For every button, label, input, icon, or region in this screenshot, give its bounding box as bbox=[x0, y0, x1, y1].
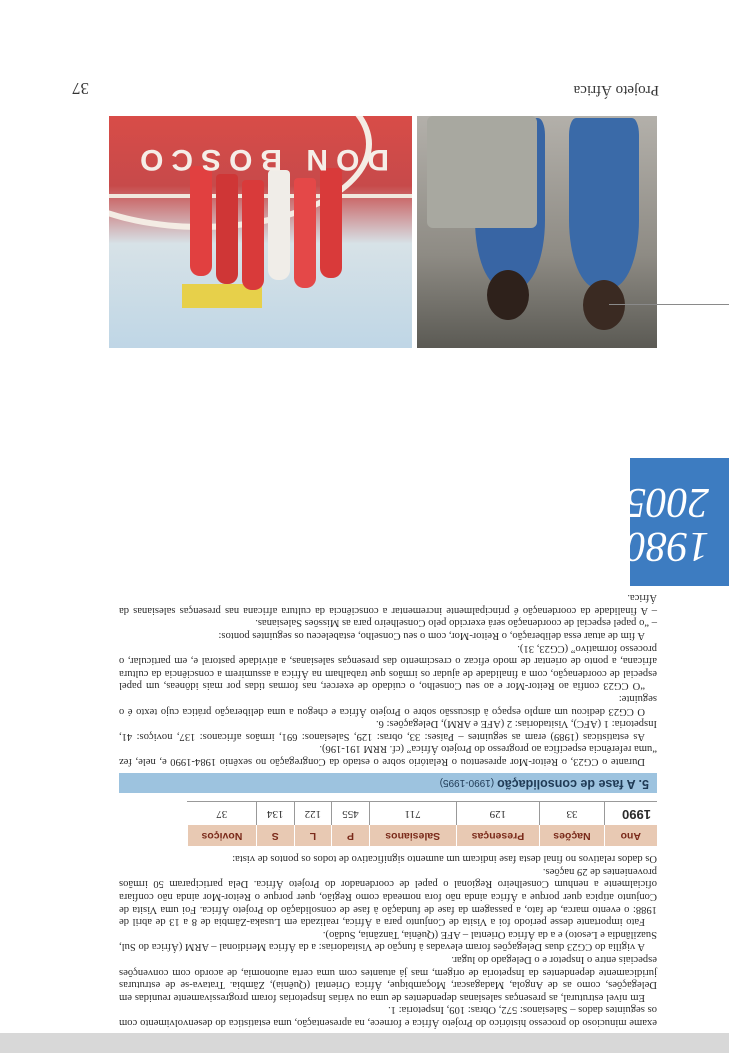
table-header-cell: S bbox=[256, 825, 294, 846]
table-cell: 33 bbox=[540, 802, 604, 825]
paragraph: “O CG23 confia ao Reitor-Mor e ao seu Conselho, o cuidado de exercer, nas formas tidas por mais idôneas, um papel especial de coordenação, com a finalidade de ajudar os irmãos que trabalham na África a assumirem a consciência da cultura africana, a ponto de orientar de modo eficaz o crescimento das presenças salesianas, a atividade pastoral e, em particular, o processo formativo” (CG23, 31). bbox=[119, 642, 657, 692]
table-row bbox=[188, 802, 658, 825]
statistics-table bbox=[187, 802, 657, 846]
table-header-cell: Noviços bbox=[188, 825, 257, 846]
workshop-photo bbox=[417, 116, 657, 348]
photo-machine bbox=[427, 116, 537, 228]
table-header-row bbox=[188, 825, 658, 846]
table-cell: 134 bbox=[256, 802, 294, 825]
section-heading bbox=[119, 773, 657, 794]
paragraph: A vigília do CG23 duas Delegações foram elevadas à função de Visitadorias: a da África Meridional – ARM (África do Sul, Suazilândia e Lesoto) e a da África Oriental – AFE (Quênia, Tanzânia, Sudão). bbox=[119, 928, 657, 953]
scan-edge bbox=[0, 1033, 729, 1053]
paragraph: A fim de atuar essa deliberação, o Reitor-Mor, com o seu Conselho, estabeleceu os seguintes pontos: bbox=[218, 629, 645, 641]
photo-row bbox=[109, 116, 657, 348]
section-title: 5. A fase de consolidação bbox=[497, 777, 649, 792]
paragraph: – A finalidade da coordenação é principalmente incrementar a consciência da cultura africana nas presenças salesianas da África. bbox=[119, 592, 657, 616]
paragraph: exame minucioso do processo histórico do Projeto África e fornece, na apresentação, uma estatística do desenvolvimento com os seguintes dados – Salesianos: 572, Obras: 109, Inspetoria: 1. bbox=[119, 1004, 657, 1028]
photo-figure bbox=[569, 118, 639, 288]
table-header-cell: Salesianos bbox=[369, 825, 456, 846]
photo-figure bbox=[294, 178, 316, 288]
photo-group bbox=[172, 158, 342, 308]
paragraph: – “o papel especial de coordenação será exercido pelo Conselheiro para as Missões Salesianas. bbox=[255, 617, 657, 629]
photo-figure bbox=[583, 280, 625, 330]
table-header-cell: Presenças bbox=[456, 825, 540, 846]
main-text-column bbox=[119, 591, 657, 1028]
table-header-cell: P bbox=[332, 825, 370, 846]
table-cell: 122 bbox=[294, 802, 332, 825]
paragraph: Fato importante desse período foi a Visita de Conjunto para a África, realizada em Lusaka-Zâmbia de 8 a 13 de abril de 1988: o evento marca, de fato, a passagem da fase de fundação à fase de consolidação do Projeto África. Foi uma Visita de Conjunto atípica quer porque a África ainda não fora nomeada como Região, quer porque o Reitor-Mor ainda não confiara oficialmente a nenhum Conselheiro Regional o papel de coordenador do Projeto África. Dela participaram 50 irmãos provenientes de 29 nações. bbox=[119, 865, 657, 928]
year-badge bbox=[625, 458, 729, 586]
paragraph: O CG23 dedicou um amplo espaço à discussão sobre o Projeto África e chegou a uma deliberação prática cujo texto é o seguinte: bbox=[119, 692, 657, 717]
photo-logo-text: DON BOSCO bbox=[132, 143, 390, 176]
table-header-cell: L bbox=[294, 825, 332, 846]
table-header-cell: Nações bbox=[540, 825, 604, 846]
photo-figure bbox=[268, 170, 290, 280]
photo-figure bbox=[320, 168, 342, 278]
table-cell: 37 bbox=[188, 802, 257, 825]
paragraph: Os dados relativos no final desta fase indicam um aumento significativo de todos os pontos de vista: bbox=[232, 853, 657, 865]
photo-figure bbox=[242, 180, 264, 290]
paragraph: Em nível estrutural, as presenças salesianas dependentes de uma ou várias Inspetorias foram progressivamente reunidas em Delegações, como as de Angola, Madagascar, Moçambique, África Oriental (Quênia), Zâmbia. Tratava-se de estruturas juridicamente dependentes da Inspetoria de origem, mas já atuantes com uma certa autonomia, de acordo com convenções especiais entre o Inspetor e o Delegado do lugar. bbox=[119, 954, 657, 1003]
table-header-cell: Ano bbox=[604, 825, 657, 846]
basketball-court-photo bbox=[109, 116, 412, 348]
photo-figure bbox=[216, 174, 238, 284]
table-cell: 129 bbox=[456, 802, 540, 825]
fold-line bbox=[609, 304, 729, 305]
paragraph: As estatísticas (1989) eram as seguintes – Países: 33, obras: 129, Salesianos: 691, irmãos africanos: 137, noviços: 41, Inspetoria: 1 (AFC), Visitadorias: 2 (AFE e ARM), Delegações: 6. bbox=[119, 718, 657, 742]
table-cell-year: 1990 bbox=[604, 802, 657, 825]
photo-figure bbox=[487, 270, 529, 320]
table-cell: 711 bbox=[369, 802, 456, 825]
photo-figure bbox=[190, 166, 212, 276]
section-years: (1990-1995) bbox=[439, 777, 495, 789]
page-number: 37 bbox=[72, 79, 89, 98]
running-head: Projeto África bbox=[573, 82, 659, 98]
table-cell: 455 bbox=[332, 802, 370, 825]
paragraph: Durante o CG23, o Reitor-Mor apresentou o Relatório sobre o estado da Congregação no sexênio 1984-1990 e, nele, fez “uma referência específica ao progresso do Projeto África” (cf. RRM 191-196). bbox=[119, 743, 657, 767]
year-start: 1980 bbox=[625, 523, 709, 569]
year-end: 2005 bbox=[625, 479, 709, 525]
